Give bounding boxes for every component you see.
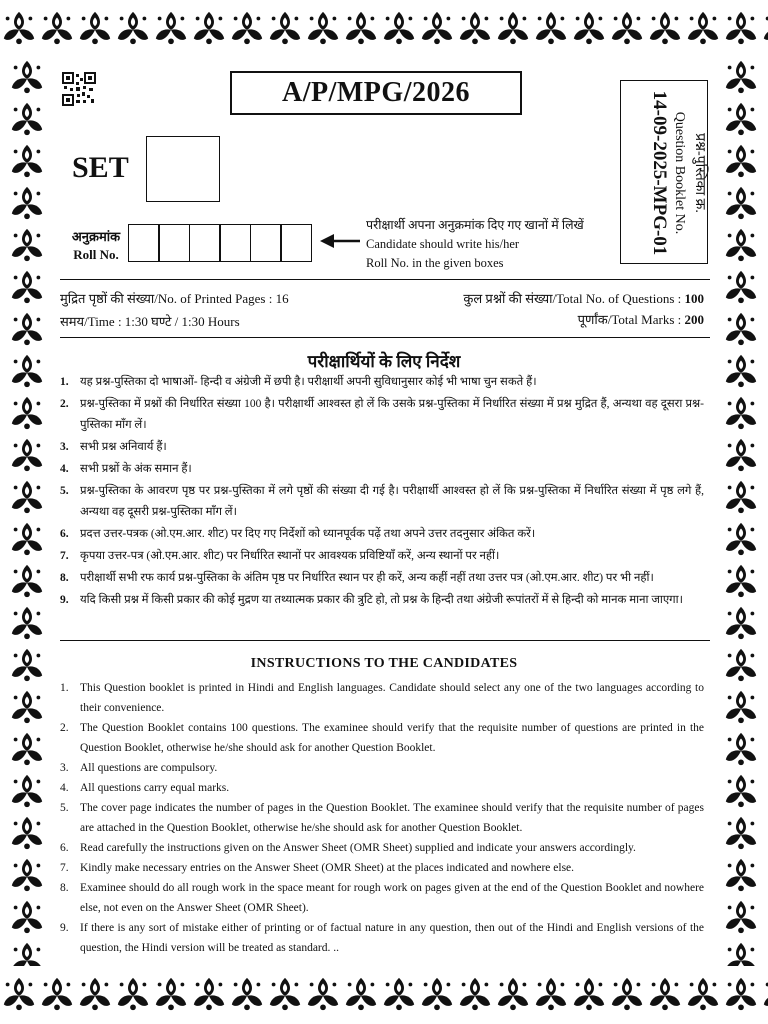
- border-ornament-icon: [646, 975, 684, 1013]
- instruction-text: प्रश्न-पुस्तिका में प्रश्नों की निर्धारित संख्या 100 है। परीक्षार्थी आश्वस्त हो लें कि उसके प्रश्न-पुस्तिका में निर्धारित संख्या में प्रश्न मुद्रित हैं, अन्यथा वह दूसरा प्रश्न-पुस्तिका माँग लें।: [80, 398, 704, 431]
- instruction-number: 4.: [60, 463, 69, 475]
- border-ornament-icon: [304, 975, 342, 1013]
- border-bottom: [0, 966, 768, 1022]
- question-booklet-number: [620, 80, 708, 264]
- border-ornament-icon: [0, 975, 38, 1013]
- border-ornament-icon: [8, 520, 46, 558]
- border-ornament-icon: [8, 352, 46, 390]
- border-ornament-icon: [342, 9, 380, 47]
- booklet-code: A/P/MPG/2026: [230, 71, 522, 115]
- instruction-text: प्रदत्त उत्तर-पत्रक (ओ.एम.आर. शीट) पर दिए गए निर्देशों को ध्यानपूर्वक पढ़ें तथा अपने उत्तर तदनुसार अंकित करें।: [80, 528, 536, 540]
- border-ornament-icon: [722, 646, 760, 684]
- english-instructions-title: INSTRUCTIONS TO THE CANDIDATES: [250, 656, 518, 671]
- booklet-no-english: Question Booklet No.: [672, 111, 687, 235]
- border-ornament-icon: [190, 975, 228, 1013]
- border-ornament-icon: [608, 975, 646, 1013]
- instruction-item: [60, 546, 704, 567]
- border-ornament-icon: [38, 975, 76, 1013]
- instruction-number: 8.: [60, 882, 69, 894]
- instruction-text: सभी प्रश्नों के अंक समान हैं।: [80, 463, 192, 475]
- border-ornament-icon: [722, 100, 760, 138]
- border-ornament-icon: [8, 814, 46, 852]
- instruction-text: All questions carry equal marks.: [80, 782, 230, 794]
- booklet-no-hindi: प्रश्न-पुस्तिका क्र.: [692, 133, 707, 213]
- divider: [60, 279, 710, 280]
- roll-digit-box: [250, 224, 282, 262]
- instruction-number: 6.: [60, 842, 69, 854]
- time-allowed: समय/Time : 1:30 घण्टे / 1:30 Hours: [60, 314, 240, 329]
- set-box: [146, 136, 220, 202]
- hindi-instructions-list: [60, 372, 704, 612]
- border-ornament-icon: [304, 9, 342, 47]
- border-ornament-icon: [8, 184, 46, 222]
- border-ornament-icon: [342, 975, 380, 1013]
- instruction-item: [60, 878, 704, 918]
- instruction-item: [60, 918, 704, 958]
- border-ornament-icon: [8, 730, 46, 768]
- instruction-number: 7.: [60, 862, 69, 874]
- instruction-text: परीक्षार्थी सभी रफ कार्य प्रश्न-पुस्तिका के अंतिम पृष्ठ पर निर्धारित स्थान पर ही करें, अन्य कहीं नहीं तथा उत्तर पत्र (ओ.एम.आर. शीट) पर भी नहीं।: [80, 572, 654, 584]
- border-right: [714, 56, 768, 966]
- border-ornament-icon: [114, 975, 152, 1013]
- border-ornament-icon: [722, 184, 760, 222]
- border-ornament-icon: [722, 436, 760, 474]
- instruction-item: [60, 718, 704, 758]
- total-questions: कुल प्रश्नों की संख्या/Total No. of Questions : 100: [463, 291, 704, 306]
- instruction-item: [60, 524, 704, 545]
- instruction-number: 8.: [60, 572, 69, 584]
- instruction-item: [60, 394, 704, 436]
- border-ornament-icon: [494, 9, 532, 47]
- border-ornament-icon: [8, 310, 46, 348]
- instruction-number: 7.: [60, 550, 69, 562]
- border-ornament-icon: [152, 975, 190, 1013]
- instruction-number: 9.: [60, 922, 69, 934]
- instruction-number: 1.: [60, 376, 69, 388]
- border-ornament-icon: [722, 814, 760, 852]
- set-label: SET: [72, 151, 129, 184]
- border-ornament-icon: [570, 9, 608, 47]
- border-ornament-icon: [380, 975, 418, 1013]
- border-ornament-icon: [8, 478, 46, 516]
- border-ornament-icon: [722, 142, 760, 180]
- border-ornament-icon: [722, 310, 760, 348]
- border-ornament-icon: [760, 9, 768, 47]
- border-ornament-icon: [722, 856, 760, 894]
- border-ornament-icon: [722, 226, 760, 264]
- instruction-item: [60, 798, 704, 838]
- instruction-text: This Question booklet is printed in Hindi and English languages. Candidate should select any one of the two languages according to their convenience.: [80, 682, 704, 714]
- border-ornament-icon: [722, 772, 760, 810]
- border-ornament-icon: [722, 478, 760, 516]
- instruction-item: [60, 858, 704, 878]
- instruction-number: 3.: [60, 441, 69, 453]
- border-ornament-icon: [418, 975, 456, 1013]
- instruction-text: The Question Booklet contains 100 questions. The examinee should verify that the requisite number of questions are printed in the Question Booklet, otherwise he/she should ask for another Question Booklet.: [80, 722, 704, 754]
- border-ornament-icon: [8, 940, 46, 966]
- instruction-item: [60, 838, 704, 858]
- instruction-number: 1.: [60, 682, 69, 694]
- border-ornament-icon: [608, 9, 646, 47]
- border-ornament-icon: [722, 562, 760, 600]
- border-ornament-icon: [380, 9, 418, 47]
- roll-digit-box: [128, 224, 160, 262]
- border-ornament-icon: [8, 100, 46, 138]
- border-top: [0, 0, 768, 56]
- border-ornament-icon: [8, 394, 46, 432]
- english-instructions-list: [60, 678, 704, 958]
- qr-code-icon: [62, 72, 96, 106]
- roll-number-boxes: [129, 224, 312, 262]
- divider: [60, 337, 710, 338]
- instruction-number: 5.: [60, 485, 69, 497]
- border-ornament-icon: [456, 975, 494, 1013]
- instruction-text: यह प्रश्न-पुस्तिका दो भाषाओं- हिन्दी व अंग्रेजी में छपी है। परीक्षार्थी अपनी सुविधानुसार कोई भी भाषा चुन सकते हैं।: [80, 376, 537, 388]
- border-ornament-icon: [722, 688, 760, 726]
- instruction-number: 4.: [60, 782, 69, 794]
- arrow-left-icon: [320, 233, 360, 249]
- roll-digit-box: [280, 224, 312, 262]
- instruction-number: 6.: [60, 528, 69, 540]
- border-ornament-icon: [8, 142, 46, 180]
- instruction-text: प्रश्न-पुस्तिका के आवरण पृष्ठ पर प्रश्न-पुस्तिका में लगे पृष्ठों की संख्या दी गई है। परीक्षार्थी आश्वस्त हो लें कि प्रश्न-पुस्तिका में निर्धारित संख्या में पृष्ठ लगे हैं, अन्यथा वह दूसरी प्रश्न-पुस्तिका माँग लें।: [80, 485, 704, 518]
- roll-number-note: परीक्षार्थी अपना अनुक्रमांक दिए गए खानों में लिखें Candidate should write his/her Roll No. in the given boxes: [366, 218, 584, 270]
- border-ornament-icon: [646, 9, 684, 47]
- roll-digit-box: [158, 224, 190, 262]
- border-ornament-icon: [684, 975, 722, 1013]
- border-ornament-icon: [8, 646, 46, 684]
- instruction-item: [60, 678, 704, 718]
- border-ornament-icon: [152, 9, 190, 47]
- border-ornament-icon: [722, 352, 760, 390]
- border-ornament-icon: [532, 975, 570, 1013]
- border-ornament-icon: [760, 975, 768, 1013]
- border-ornament-icon: [722, 394, 760, 432]
- border-ornament-icon: [76, 975, 114, 1013]
- instruction-text: If there is any sort of mistake either of printing or of factual nature in any question, then out of the Hindi and English versions of the question, the Hindi version will be treated as standard. ..: [80, 922, 704, 954]
- instruction-item: [60, 481, 704, 523]
- instruction-item: [60, 758, 704, 778]
- instruction-number: 9.: [60, 594, 69, 606]
- border-ornament-icon: [266, 9, 304, 47]
- instruction-text: All questions are compulsory.: [80, 762, 218, 774]
- total-marks: पूर्णांक/Total Marks : 200: [577, 312, 704, 327]
- booklet-no-value: 14-09-2025-MPG-01: [649, 90, 670, 256]
- roll-digit-box: [189, 224, 221, 262]
- border-ornament-icon: [722, 9, 760, 47]
- roll-digit-box: [219, 224, 251, 262]
- instruction-text: Kindly make necessary entries on the Answer Sheet (OMR Sheet) at the places indicated and nowhere else.: [80, 862, 575, 874]
- border-ornament-icon: [494, 975, 532, 1013]
- instruction-text: The cover page indicates the number of pages in the Question Booklet. The examinee should verify that the requisite number of pages are attached in the Question Booklet, otherwise he/she should ask for another Question Booklet.: [80, 802, 704, 834]
- border-ornament-icon: [8, 898, 46, 936]
- instruction-text: Read carefully the instructions given on the Answer Sheet (OMR Sheet) supplied and indicate your answers accordingly.: [80, 842, 636, 854]
- border-ornament-icon: [684, 9, 722, 47]
- instruction-number: 5.: [60, 802, 69, 814]
- border-ornament-icon: [722, 730, 760, 768]
- border-ornament-icon: [228, 975, 266, 1013]
- border-ornament-icon: [8, 58, 46, 96]
- instruction-item: [60, 778, 704, 798]
- instruction-text: यदि किसी प्रश्न में किसी प्रकार की कोई मुद्रण या तथ्यात्मक प्रकार की त्रुटि हो, तो प्रश्न के हिन्दी तथा अंग्रेजी रूपांतरों में से हिन्दी को मानक माना जाएगा।: [80, 594, 683, 606]
- instruction-number: 2.: [60, 722, 69, 734]
- border-ornament-icon: [570, 975, 608, 1013]
- border-ornament-icon: [8, 856, 46, 894]
- border-ornament-icon: [722, 268, 760, 306]
- border-ornament-icon: [8, 688, 46, 726]
- instruction-text: Examinee should do all rough work in the space meant for rough work on pages given at the end of the Question Booklet and nowhere else, not even on the Answer Sheet (OMR Sheet).: [80, 882, 704, 914]
- border-left: [0, 56, 54, 966]
- instruction-item: [60, 437, 704, 458]
- border-ornament-icon: [38, 9, 76, 47]
- border-ornament-icon: [532, 9, 570, 47]
- border-ornament-icon: [8, 772, 46, 810]
- border-ornament-icon: [8, 562, 46, 600]
- border-ornament-icon: [722, 975, 760, 1013]
- border-ornament-icon: [722, 940, 760, 966]
- border-ornament-icon: [456, 9, 494, 47]
- border-ornament-icon: [76, 9, 114, 47]
- border-ornament-icon: [266, 975, 304, 1013]
- border-ornament-icon: [8, 436, 46, 474]
- border-ornament-icon: [722, 520, 760, 558]
- roll-number-label: अनुक्रमांक Roll No.: [71, 229, 121, 262]
- printed-pages: मुद्रित पृष्ठों की संख्या/No. of Printed Pages : 16: [60, 291, 289, 306]
- border-ornament-icon: [190, 9, 228, 47]
- border-ornament-icon: [722, 604, 760, 642]
- border-ornament-icon: [418, 9, 456, 47]
- instruction-item: [60, 590, 704, 611]
- instruction-number: 2.: [60, 398, 69, 410]
- instruction-number: 3.: [60, 762, 69, 774]
- divider: [60, 640, 710, 641]
- cover-page: [54, 56, 714, 966]
- hindi-instructions-title: परीक्षार्थियों के लिए निर्देश: [307, 352, 461, 371]
- border-ornament-icon: [114, 9, 152, 47]
- instruction-item: [60, 568, 704, 589]
- border-ornament-icon: [722, 898, 760, 936]
- instruction-item: [60, 372, 704, 393]
- border-ornament-icon: [8, 226, 46, 264]
- border-ornament-icon: [228, 9, 266, 47]
- instruction-text: कृपया उत्तर-पत्र (ओ.एम.आर. शीट) पर निर्धारित स्थानों पर आवश्यक प्रविष्टियाँ करें, अन्य स्थानों पर नहीं।: [80, 550, 500, 562]
- instruction-item: [60, 459, 704, 480]
- border-ornament-icon: [722, 58, 760, 96]
- border-ornament-icon: [8, 604, 46, 642]
- border-ornament-icon: [0, 9, 38, 47]
- border-ornament-icon: [8, 268, 46, 306]
- instruction-text: सभी प्रश्न अनिवार्य हैं।: [80, 441, 167, 453]
